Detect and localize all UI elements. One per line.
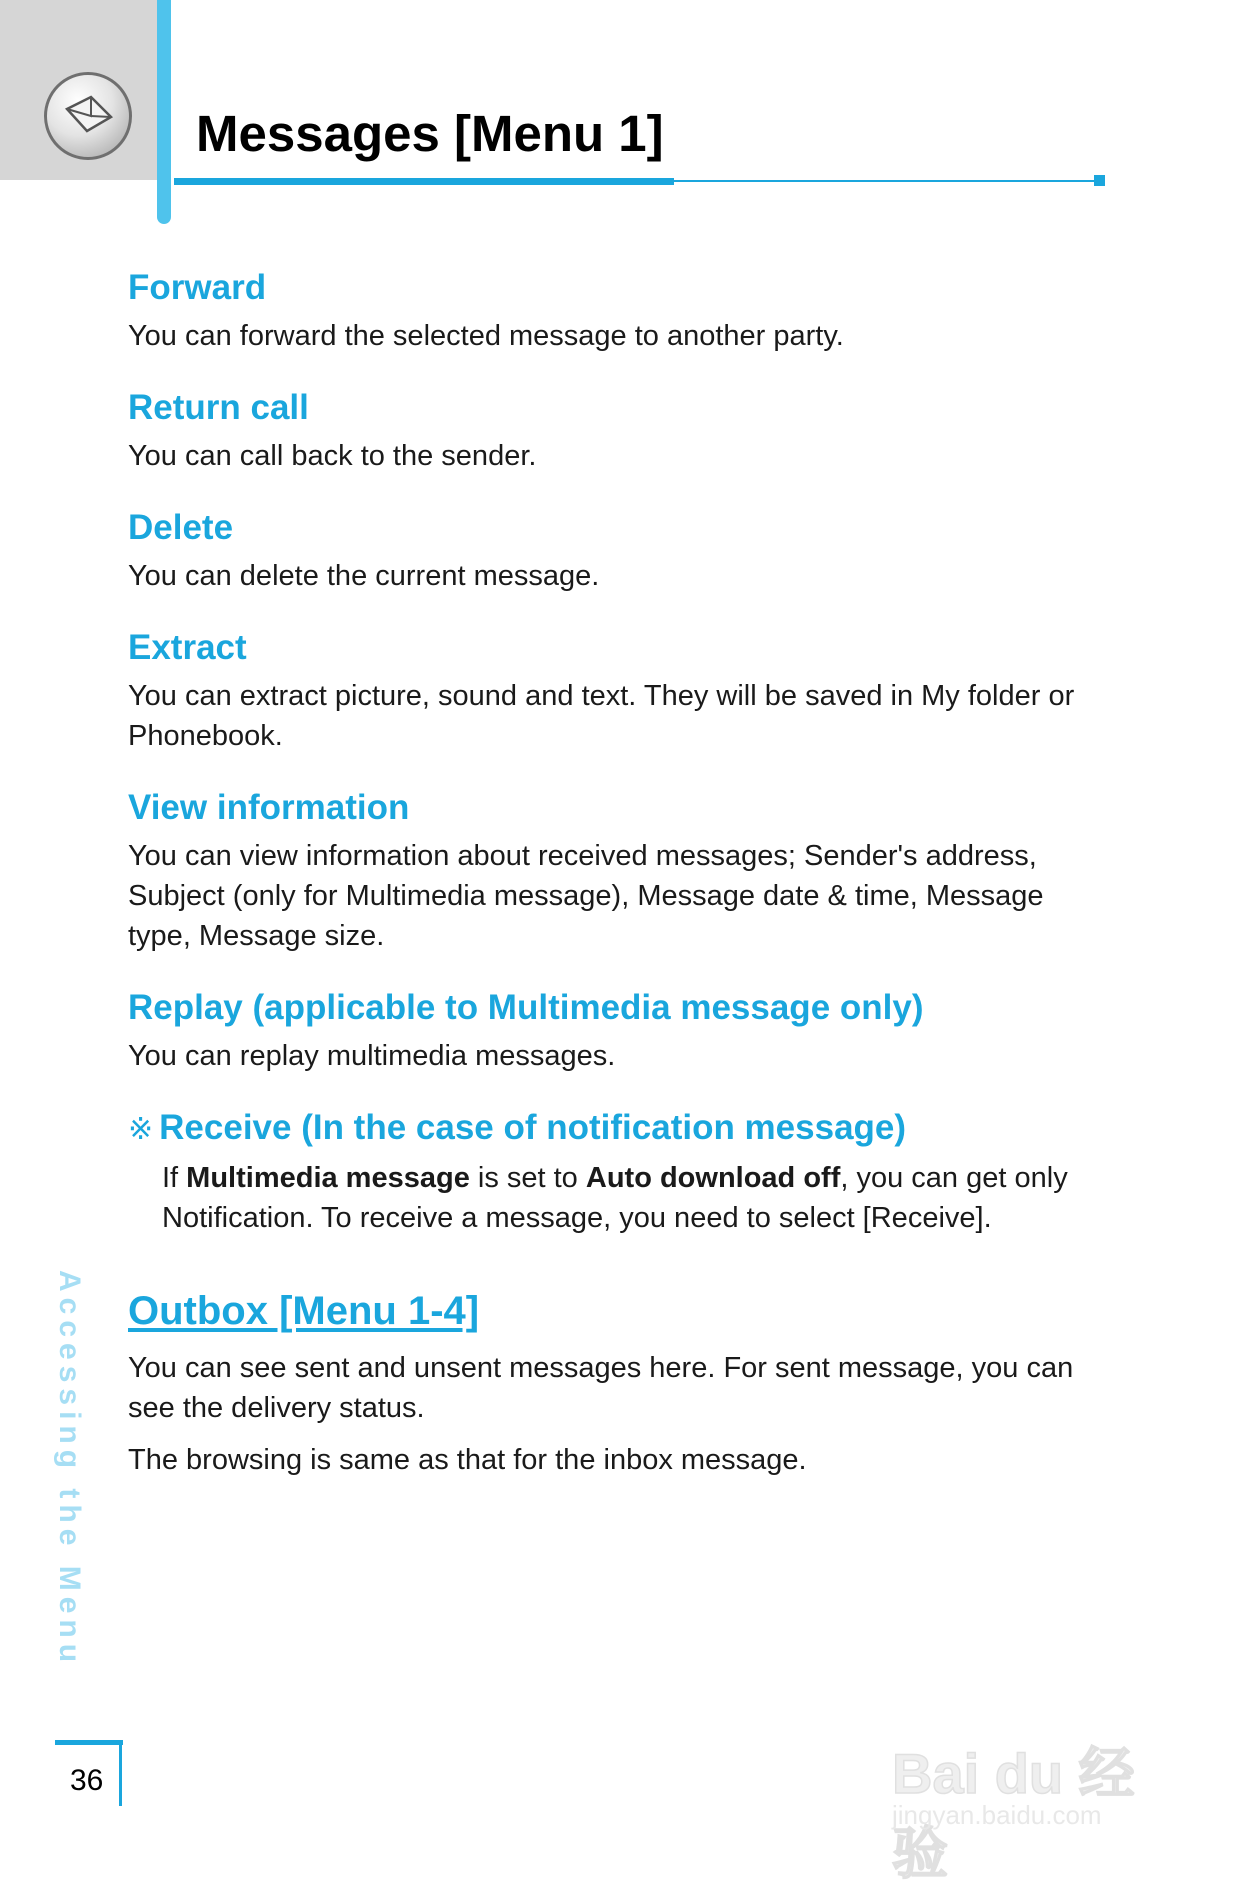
section-outbox xyxy=(128,1286,1088,1480)
section-heading: View information xyxy=(128,788,410,827)
body-bold: Auto download off xyxy=(585,1162,841,1194)
outbox-body: You can see sent and unsent messages here. For sent message, you can see the delivery status. xyxy=(128,1352,1074,1424)
section-body: You can call back to the sender. xyxy=(128,440,537,472)
body-text: If xyxy=(162,1162,187,1194)
section-body: You can extract picture, sound and text. They will be saved in My folder or Phonebook. xyxy=(128,680,1075,752)
page-number-bar xyxy=(119,1740,122,1806)
bullet-icon: ※ xyxy=(128,1113,154,1146)
section-heading: Delete xyxy=(128,508,234,547)
title-underline xyxy=(174,178,674,185)
content xyxy=(128,266,1088,1480)
envelope-icon xyxy=(44,72,132,160)
watermark-url: jingyan.baidu.com xyxy=(892,1800,1102,1830)
page-title: Messages [Menu 1] xyxy=(196,105,664,162)
body-text: is set to xyxy=(469,1162,586,1194)
header-vertical-bar xyxy=(157,0,171,224)
section-extract xyxy=(128,626,1088,756)
title-rule-end xyxy=(1094,175,1105,186)
outbox-heading: Outbox [Menu 1-4] xyxy=(128,1289,480,1333)
section-view-information xyxy=(128,786,1088,956)
watermark xyxy=(882,1690,1182,1885)
page-number: 36 xyxy=(70,1764,104,1797)
section-body xyxy=(128,1158,1088,1238)
section-receive xyxy=(128,1106,1088,1238)
section-body: You can forward the selected message to another party. xyxy=(128,320,844,352)
body-bold: Multimedia message xyxy=(186,1162,470,1194)
title-rule xyxy=(674,180,1094,182)
page-number-rule xyxy=(55,1740,123,1745)
section-heading: Replay (applicable to Multimedia message only) xyxy=(128,988,924,1027)
section-body: You can delete the current message. xyxy=(128,560,600,592)
section-heading: Extract xyxy=(128,628,247,667)
receive-heading-text: Receive (In the case of notification message) xyxy=(159,1108,907,1147)
section-forward xyxy=(128,266,1088,356)
outbox-body: The browsing is same as that for the inbox message. xyxy=(128,1444,807,1476)
section-replay xyxy=(128,986,1088,1076)
section-body: You can replay multimedia messages. xyxy=(128,1040,616,1072)
side-section-label: Accessing the Menu xyxy=(53,1270,86,1669)
section-heading: Return call xyxy=(128,388,309,427)
body-text: , you can get only Notification. To receive a message, you need to select [Receive]. xyxy=(162,1162,1068,1234)
section-heading xyxy=(128,1106,1088,1152)
watermark-logo: Bai du 经验 xyxy=(892,1742,1135,1885)
section-delete xyxy=(128,506,1088,596)
section-heading: Forward xyxy=(128,268,267,307)
section-return-call xyxy=(128,386,1088,476)
section-body: You can view information about received messages; Sender's address, Subject (only for Multimedia message), Message date & time, Message type, Message size. xyxy=(128,840,1044,952)
